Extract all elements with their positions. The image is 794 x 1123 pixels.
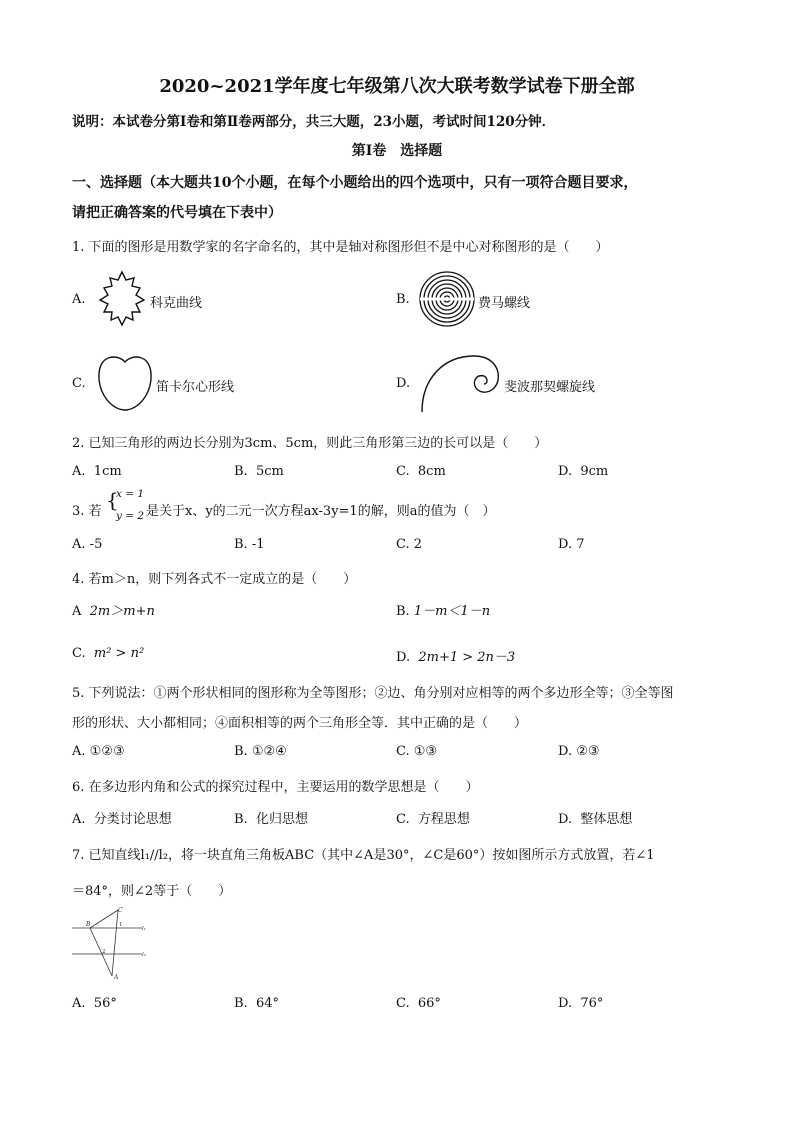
option-letter: A: [72, 604, 82, 619]
option-value: 7: [576, 537, 585, 552]
option-value: 化归思想: [255, 812, 308, 827]
q2-option-b: [234, 464, 284, 479]
triangle-side-ca: [112, 910, 118, 976]
q5-option-d: [558, 744, 600, 759]
option-letter: D.: [558, 744, 573, 759]
option-letter: B.: [234, 996, 248, 1011]
option-value: 2m＞m+n: [89, 604, 155, 619]
option-letter: C.: [396, 812, 410, 827]
option-value: 1cm: [93, 464, 122, 479]
option-value: 56°: [93, 996, 117, 1011]
q1-option-b-label: 费马螺线: [478, 296, 531, 311]
option-value: 整体思想: [580, 812, 633, 827]
option-value: 76°: [580, 996, 604, 1011]
option-letter: B.: [396, 604, 410, 619]
option-letter: D.: [558, 464, 573, 479]
q3-option-d: [558, 537, 585, 552]
exam-title: 2020~2021学年度七年级第八次大联考数学试卷下册全部: [159, 76, 635, 97]
q1-option-d-letter: D.: [396, 376, 411, 391]
option-letter: D.: [558, 537, 573, 552]
system-equation-2: y = 2: [116, 510, 145, 522]
option-letter: C.: [72, 646, 86, 661]
option-value: 方程思想: [417, 812, 470, 827]
option-value: 5cm: [255, 464, 284, 479]
q1-option-c-label: 笛卡尔心形线: [156, 380, 235, 395]
q7-option-d: [558, 996, 603, 1011]
option-value: 9cm: [580, 464, 609, 479]
option-letter: A.: [72, 744, 86, 759]
cardioid-icon: [96, 352, 154, 412]
option-value: 1－m＜1－n: [413, 604, 491, 619]
triangle-side-bc: [90, 910, 118, 928]
q3-option-a: [72, 537, 102, 552]
option-value: ①②④: [251, 744, 287, 759]
q2-option-d: [558, 464, 608, 479]
option-letter: D.: [558, 996, 573, 1011]
option-letter: C.: [396, 996, 410, 1011]
label-l2: l₂: [142, 952, 146, 958]
option-letter: A.: [72, 537, 86, 552]
option-letter: C.: [396, 464, 410, 479]
question-6-text: 6. 在多边形内角和公式的探究过程中，主要运用的数学思想是（ ）: [72, 780, 479, 795]
option-letter: B.: [234, 464, 248, 479]
option-letter: C.: [396, 537, 410, 552]
option-letter: B.: [234, 537, 248, 552]
q4-option-d: [396, 646, 515, 665]
question-4-text: 4. 若m＞n，则下列各式不一定成立的是（ ）: [72, 572, 357, 587]
option-value: 2: [413, 537, 423, 552]
question-3-text: 是关于x、y的二元一次方程ax-3y=1的解，则a的值为（ ）: [146, 504, 496, 519]
q5-option-a: [72, 744, 125, 759]
part-heading-line2: 请把正确答案的代号填在下表中）: [72, 205, 282, 221]
q4-option-a: [72, 600, 155, 619]
q7-option-c: [396, 996, 441, 1011]
brace-symbol: {: [106, 488, 119, 512]
question-5-line1: 5. 下列说法：①两个形状相同的图形称为全等图形；②边、角分别对应相等的两个多边形全等；③全等图: [72, 686, 674, 701]
question-7-line2: ＝84°，则∠2等于（ ）: [72, 884, 232, 899]
option-value: 8cm: [417, 464, 446, 479]
label-l1: l₁: [142, 926, 146, 932]
option-letter: B.: [234, 812, 248, 827]
question-1-text: 1. 下面的图形是用数学家的名字命名的，其中是轴对称图形但不是中心对称图形的是（ ）: [72, 240, 609, 255]
option-value: ①②③: [89, 744, 125, 759]
option-letter: C.: [396, 744, 410, 759]
option-letter: A.: [72, 464, 86, 479]
q1-option-c-letter: C.: [72, 376, 86, 391]
option-value: 2m+1 > 2n－3: [418, 650, 516, 665]
q7-option-b: [234, 996, 279, 1011]
question-2-text: 2. 已知三角形的两边长分别为3cm、5cm，则此三角形第三边的长可以是（ ）: [72, 436, 548, 451]
q6-option-b: [234, 808, 308, 827]
option-value: -1: [251, 537, 265, 552]
system-equation-1: x = 1: [116, 488, 145, 500]
q3-option-b: [234, 537, 265, 552]
fibonacci-spiral-icon: [418, 350, 502, 414]
option-letter: A.: [72, 996, 86, 1011]
q1-option-d-label: 斐波那契螺旋线: [504, 380, 596, 395]
option-value: ①③: [413, 744, 438, 759]
q5-option-c: [396, 744, 437, 759]
option-letter: D.: [396, 650, 411, 665]
q5-option-b: [234, 744, 287, 759]
question-5-line2: 形的形状、大小都相同；④面积相等的两个三角形全等．其中正确的是（ ）: [72, 716, 528, 731]
label-c: C: [118, 907, 123, 914]
q3-option-c: [396, 537, 422, 552]
option-value: 66°: [417, 996, 441, 1011]
label-angle-1: 1: [119, 922, 123, 928]
q6-option-c: [396, 808, 470, 827]
q2-option-a: [72, 464, 122, 479]
q6-option-d: [558, 808, 632, 827]
fermat-spiral-icon: [418, 270, 476, 328]
label-b: B: [86, 921, 91, 928]
label-angle-2: 2: [102, 949, 106, 955]
option-value: 分类讨论思想: [93, 812, 172, 827]
option-value: m² > n²: [93, 646, 145, 661]
q1-option-a-label: 科克曲线: [150, 296, 203, 311]
exam-instructions: 说明：本试卷分第Ⅰ卷和第Ⅱ卷两部分，共三大题，23小题，考试时间120分钟．: [72, 114, 556, 130]
option-value: ②③: [576, 744, 600, 759]
q7-figure: [72, 906, 156, 982]
q7-option-a: [72, 996, 117, 1011]
koch-snowflake-icon: [96, 270, 148, 328]
q6-option-a: [72, 808, 172, 827]
question-3-prefix: 3. 若: [72, 504, 102, 519]
option-letter: A.: [72, 812, 86, 827]
option-value: 64°: [255, 996, 279, 1011]
question-7-line1: 7. 已知直线l₁//l₂，将一块直角三角板ABC（其中∠A是30°，∠C是60°）按如图所示方式放置，若∠1: [72, 848, 655, 863]
q2-option-c: [396, 464, 446, 479]
option-letter: D.: [558, 812, 573, 827]
option-value: -5: [89, 537, 103, 552]
q1-option-b-letter: B.: [396, 292, 410, 307]
triangle-side-ba: [90, 928, 112, 976]
q4-option-c: [72, 646, 144, 661]
label-a: A: [114, 974, 119, 981]
q4-option-b: [396, 600, 490, 619]
option-letter: B.: [234, 744, 248, 759]
part-heading-line1: 一、选择题（本大题共10个小题，在每个小题给出的四个选项中，只有一项符合题目要求，: [72, 175, 638, 191]
q1-option-a-letter: A.: [72, 292, 86, 307]
section-heading: 第Ⅰ卷 选择题: [351, 143, 443, 159]
